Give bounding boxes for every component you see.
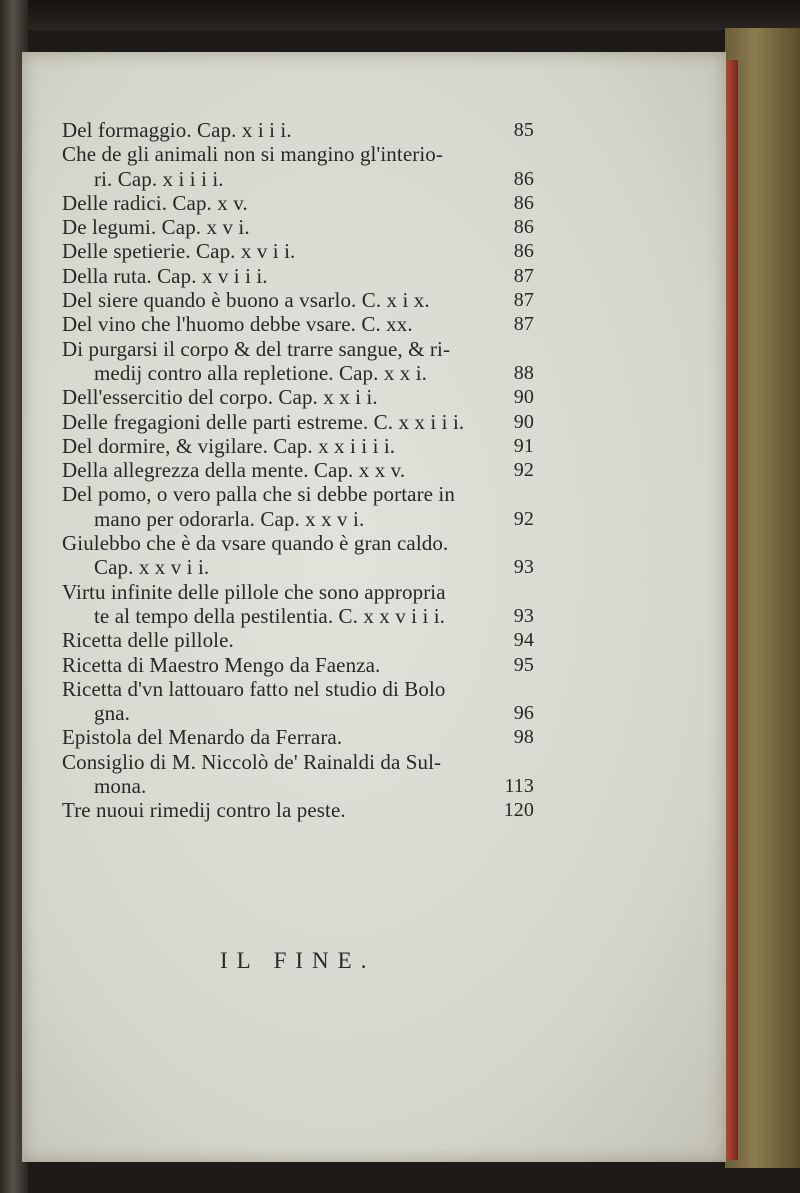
toc-entry [62,264,534,288]
toc-entry-page-number: 93 [513,604,534,627]
toc-entry-title: Giulebbo che è da vsare quando è gran caldo. [62,531,449,556]
toc-entry-title: Che de gli animali non si mangino gl'interio- [62,142,443,167]
toc-entry-page-number: 85 [513,119,534,141]
toc-entry-page-number: 92 [513,459,534,482]
toc-entry [62,312,534,336]
toc-entry [62,191,534,215]
toc-entry-page-number: 96 [513,702,534,725]
toc-entry-page-number: 87 [513,289,534,312]
toc-entry-page-number: 91 [513,434,534,457]
toc-entry-page-number: 86 [513,191,534,214]
toc-entry-page-number: 88 [513,361,534,384]
toc-entry [62,628,534,652]
toc-entry-title-continuation: te al tempo della pestilentia. C. x x v i i i. [94,603,446,628]
toc-entry-title: Del siere quando è buono a vsarlo. C. x i x. [62,288,430,313]
toc-entry [62,434,534,458]
toc-entry [62,142,534,191]
toc-entry-title: Ricetta delle pillole. [62,628,234,653]
toc-entry-title: Tre nuoui rimedij contro la peste. [62,798,346,823]
toc-entry-page-number: 95 [513,653,534,676]
toc-entry [62,677,534,726]
toc-entry [62,215,534,239]
toc-entry-page-number: 94 [513,629,534,652]
toc-entry-title: Del formaggio. Cap. x i i i. [62,118,292,142]
toc-entry-title: Epistola del Menardo da Ferrara. [62,725,343,750]
toc-entry-title: Di purgarsi il corpo & del trarre sangue, & ri- [62,336,451,361]
toc-entry [62,798,534,822]
toc-entry-page-number: 90 [513,410,534,433]
toc-entry [62,337,534,386]
toc-entry [62,750,534,799]
book-cover-top [0,0,800,30]
toc-entry [62,482,534,531]
toc-entry-title: Delle radici. Cap. x v. [62,190,248,215]
toc-entry-title: De legumi. Cap. x v i. [62,215,250,240]
toc-entry [62,118,534,142]
toc-entry-page-number: 87 [513,313,534,336]
toc-entry-page-number: 113 [504,775,534,798]
toc-entry-title: Ricetta di Maestro Mengo da Faenza. [62,652,381,677]
toc-entry-title-continuation: Cap. x x v i i. [94,555,210,580]
toc-entry-title: Dell'essercitio del corpo. Cap. x x i i. [62,385,378,410]
toc-entry [62,580,534,629]
toc-entry-page-number: 87 [513,264,534,287]
toc-entry-page-number: 86 [513,167,534,190]
toc-entry [62,531,534,580]
toc-entry-page-number: 120 [503,799,534,822]
toc-entry-page-number: 93 [513,556,534,579]
toc-entry-title: Virtu infinite delle pillole che sono appropria [62,579,446,604]
toc-entry-page-number: 90 [513,386,534,409]
toc-entry-title: Della ruta. Cap. x v i i i. [62,263,268,288]
toc-entry-title: Ricetta d'vn lattouaro fatto nel studio di Bolo [62,676,446,701]
toc-entry-title: Del vino che l'huomo debbe vsare. C. xx. [62,312,413,337]
toc-entry-title-continuation: ri. Cap. x i i i i. [94,166,224,191]
toc-entry-title: Del dormire, & vigilare. Cap. x x i i i i. [62,433,396,458]
toc-entry-title-continuation: medij contro alla repletione. Cap. x x i. [94,360,428,385]
toc-entry [62,653,534,677]
table-of-contents [62,118,534,823]
toc-entry-title: Consiglio di M. Niccolò de' Rainaldi da Sul- [62,749,442,774]
toc-entry [62,385,534,409]
toc-entry [62,458,534,482]
toc-entry [62,288,534,312]
toc-entry-title-continuation: mano per odorarla. Cap. x x v i. [94,506,365,531]
toc-entry [62,410,534,434]
toc-entry-title: Del pomo, o vero palla che si debbe portare in [62,482,455,507]
toc-entry-page-number: 92 [513,507,534,530]
toc-entry-title: Delle spetierie. Cap. x v i i. [62,239,296,264]
closing-text: IL FINE. [220,948,376,973]
toc-entry [62,725,534,749]
toc-entry-page-number: 86 [513,240,534,263]
toc-entry-title-continuation: mona. [94,774,147,799]
toc-entry-title-continuation: gna. [94,701,130,726]
toc-entry-title: Della allegrezza della mente. Cap. x x v. [62,458,406,483]
toc-entry-title: Delle fregagioni delle parti estreme. C. x x i i i. [62,409,465,434]
toc-entry [62,239,534,263]
toc-entry-page-number: 86 [513,216,534,239]
toc-entry-page-number: 98 [513,726,534,749]
